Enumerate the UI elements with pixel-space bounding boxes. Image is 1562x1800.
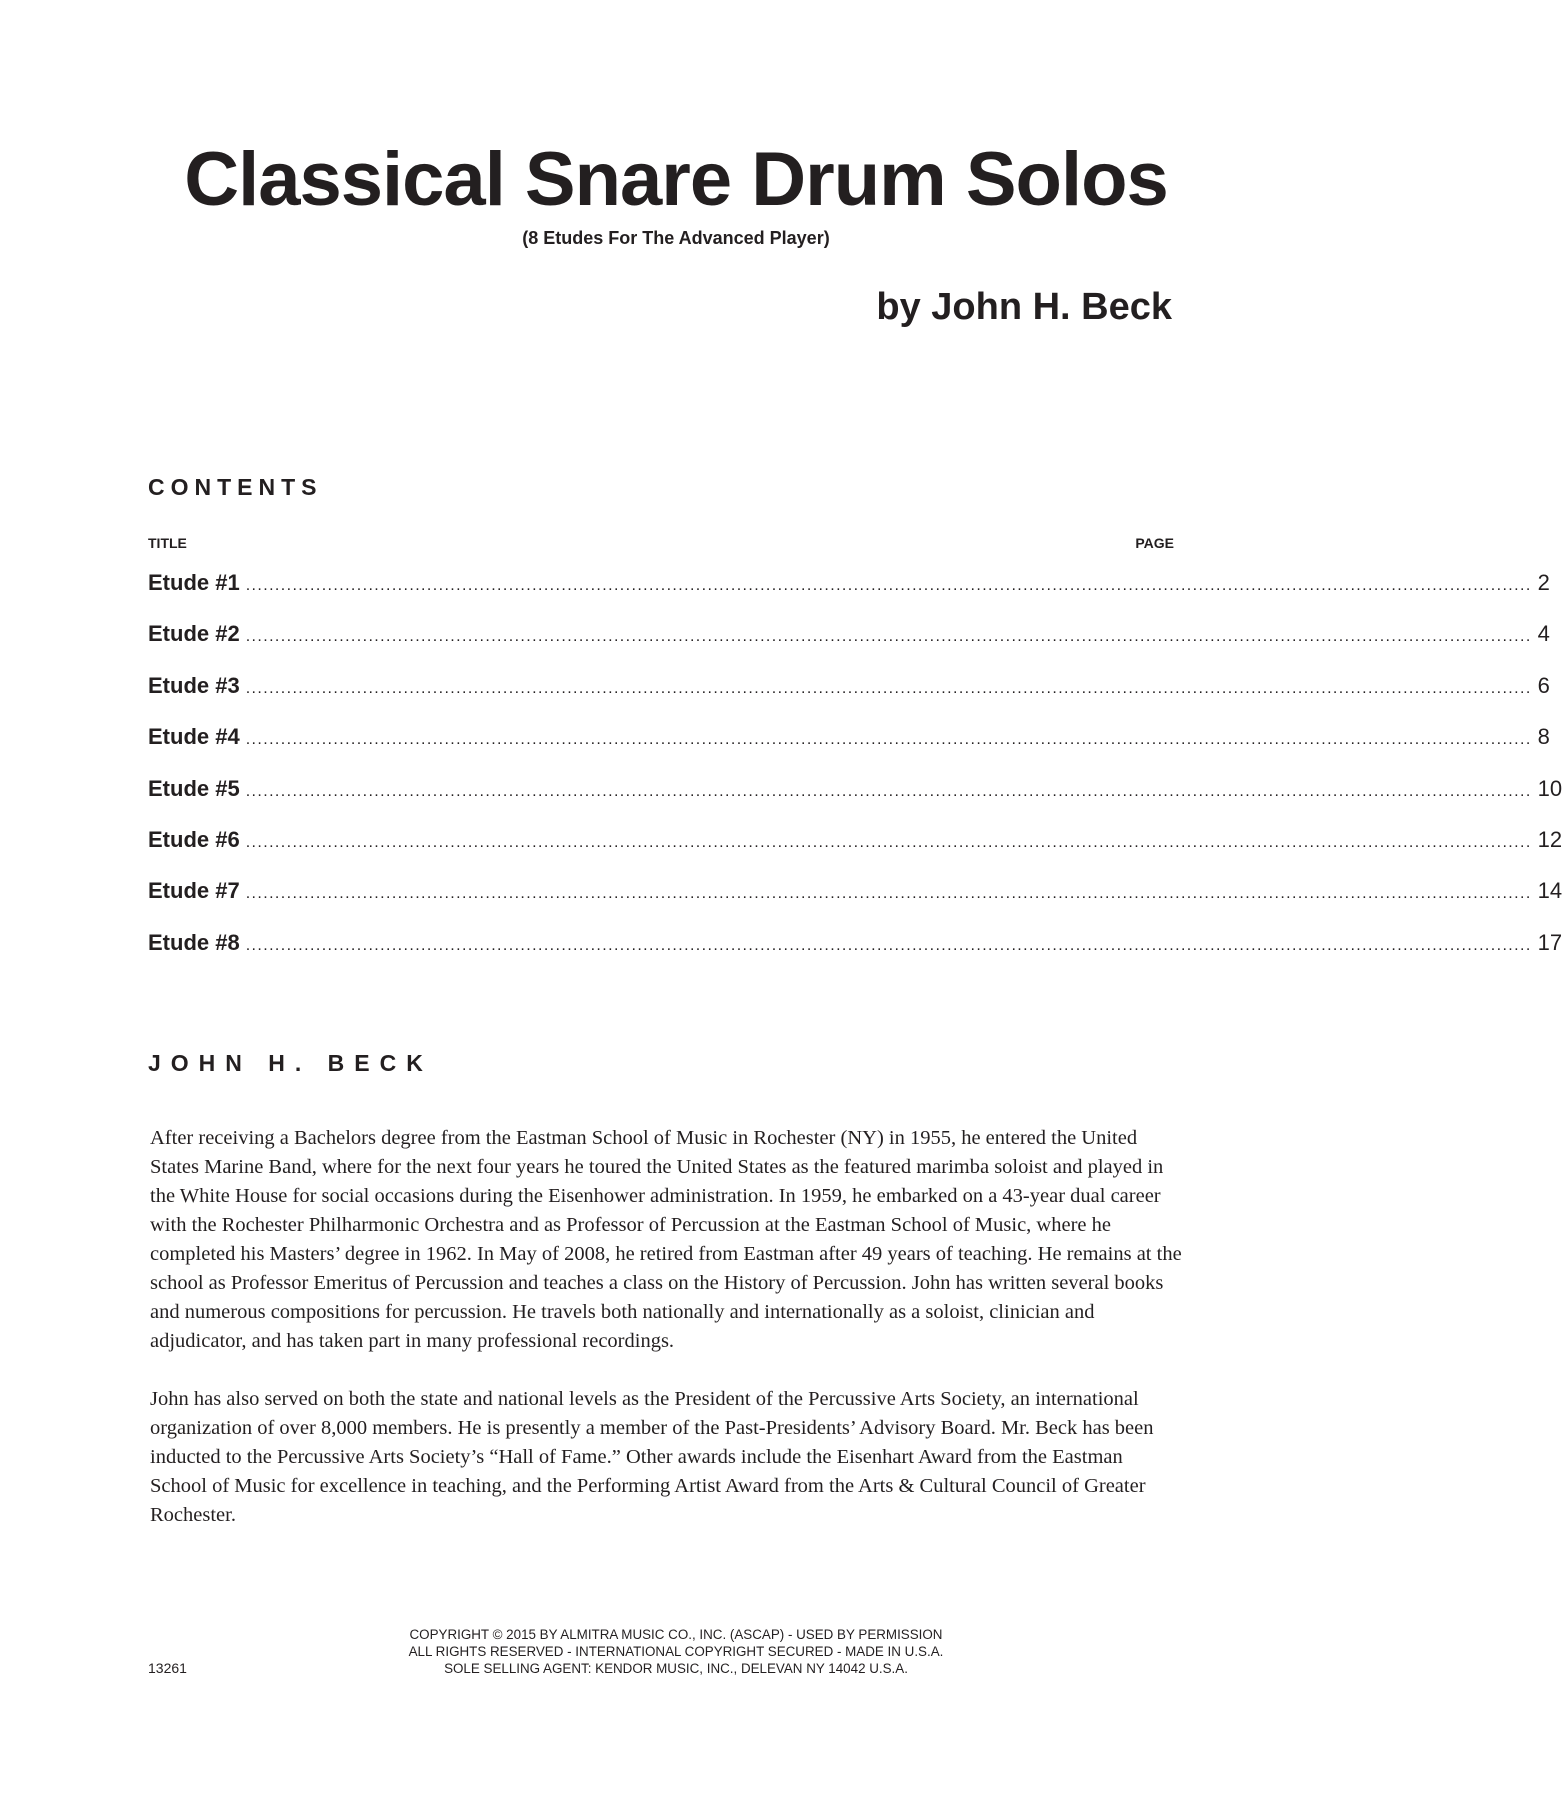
toc-entry-title: Etude #2 [148, 621, 240, 647]
toc-entry-page: 4 [1537, 621, 1550, 647]
toc-leader-dots: ............................................................................................................................................................................................................................ [245, 782, 1532, 800]
toc-entry-etude-6[interactable] [148, 826, 1562, 878]
toc-entry-etude-5[interactable] [148, 775, 1562, 827]
toc-entry-title: Etude #1 [148, 570, 240, 595]
toc-entry-title: Etude #6 [148, 826, 240, 852]
copyright-line: COPYRIGHT © 2015 BY ALMITRA MUSIC CO., INC. (ASCAP) - USED BY PERMISSION [409, 1627, 943, 1642]
author-byline: by John H. Beck [876, 286, 1172, 328]
toc-entry-etude-4[interactable] [148, 724, 1550, 775]
toc-leader-dots: ............................................................................................................................................................................................................................ [245, 679, 1532, 697]
toc-entry-etude-8[interactable] [148, 929, 1562, 981]
toc-entry-etude-7[interactable] [148, 878, 1562, 929]
toc-entry-page: 10 [1537, 775, 1562, 801]
page-subtitle: (8 Etudes For The Advanced Player) [522, 228, 830, 248]
toc-entry-title: Etude #5 [148, 775, 240, 801]
contents-column-page: PAGE [1135, 535, 1174, 551]
toc-entry-title: Etude #7 [148, 878, 240, 904]
contents-heading: CONTENTS [148, 474, 323, 500]
toc-entry-page: 6 [1537, 672, 1550, 698]
table-of-contents [148, 570, 1562, 981]
toc-leader-dots: ............................................................................................................................................................................................................................ [245, 936, 1532, 954]
toc-entry-etude-3[interactable] [148, 672, 1550, 724]
toc-entry-title: Etude #8 [148, 929, 240, 955]
catalog-number: 13261 [148, 1660, 187, 1676]
bio-heading: JOHN H. BECK [148, 1050, 433, 1076]
toc-entry-title: Etude #3 [148, 672, 240, 698]
bio-paragraph: After receiving a Bachelors degree from the Eastman School of Music in Rochester (NY) in 1955, he entered the United States Marine Band, where for the next four years he toured the United States as the featured marimba soloist and played in the White House for social occasions during the Eisenhower administration. In 1959, he embarked on a 43-year dual career with the Rochester Philharmonic Orchestra and as Professor of Percussion at the Eastman School of Music, where he completed his Masters’ degree in 1962. In May of 2008, he retired from Eastman after 49 years of teaching. He remains at the school as Professor Emeritus of Percussion and teaches a class on the History of Percussion. John has written several books and numerous compositions for percussion. He travels both nationally and internationally as a soloist, clinician and adjudicator, and has taken part in many professional recordings. [150, 1127, 1182, 1352]
toc-leader-dots: ............................................................................................................................................................................................................................ [245, 885, 1532, 903]
toc-entry-page: 12 [1537, 826, 1562, 852]
contents-column-title: TITLE [148, 535, 187, 551]
toc-leader-dots: ............................................................................................................................................................................................................................ [245, 731, 1532, 749]
toc-entry-etude-2[interactable] [148, 621, 1550, 672]
selling-agent-line: SOLE SELLING AGENT: KENDOR MUSIC, INC., DELEVAN NY 14042 U.S.A. [444, 1661, 908, 1676]
toc-leader-dots: ............................................................................................................................................................................................................................ [245, 577, 1532, 594]
page-title: Classical Snare Drum Solos [184, 137, 1168, 222]
biography [150, 1124, 1182, 1559]
toc-leader-dots: ............................................................................................................................................................................................................................ [245, 833, 1532, 851]
copyright-notice [0, 1626, 1352, 1677]
toc-entry-etude-1[interactable] [148, 570, 1550, 621]
bio-paragraph: John has also served on both the state and national levels as the President of the Percussive Arts Society, an international organization of over 8,000 members. He is presently a member of the Past-Presidents’ Advisory Board. Mr. Beck has been inducted to the Percussive Arts Society’s “Hall of Fame.” Other awards include the Eisenhart Award from the Eastman School of Music for excellence in teaching, and the Performing Artist Award from the Arts & Cultural Council of Greater Rochester. [150, 1388, 1154, 1526]
toc-entry-page: 8 [1537, 724, 1550, 750]
toc-entry-page: 14 [1537, 878, 1562, 904]
rights-line: ALL RIGHTS RESERVED - INTERNATIONAL COPYRIGHT SECURED - MADE IN U.S.A. [408, 1644, 944, 1659]
toc-entry-title: Etude #4 [148, 724, 240, 750]
toc-entry-page: 17 [1537, 929, 1562, 955]
toc-entry-page: 2 [1537, 570, 1550, 595]
toc-leader-dots: ............................................................................................................................................................................................................................ [245, 628, 1532, 646]
